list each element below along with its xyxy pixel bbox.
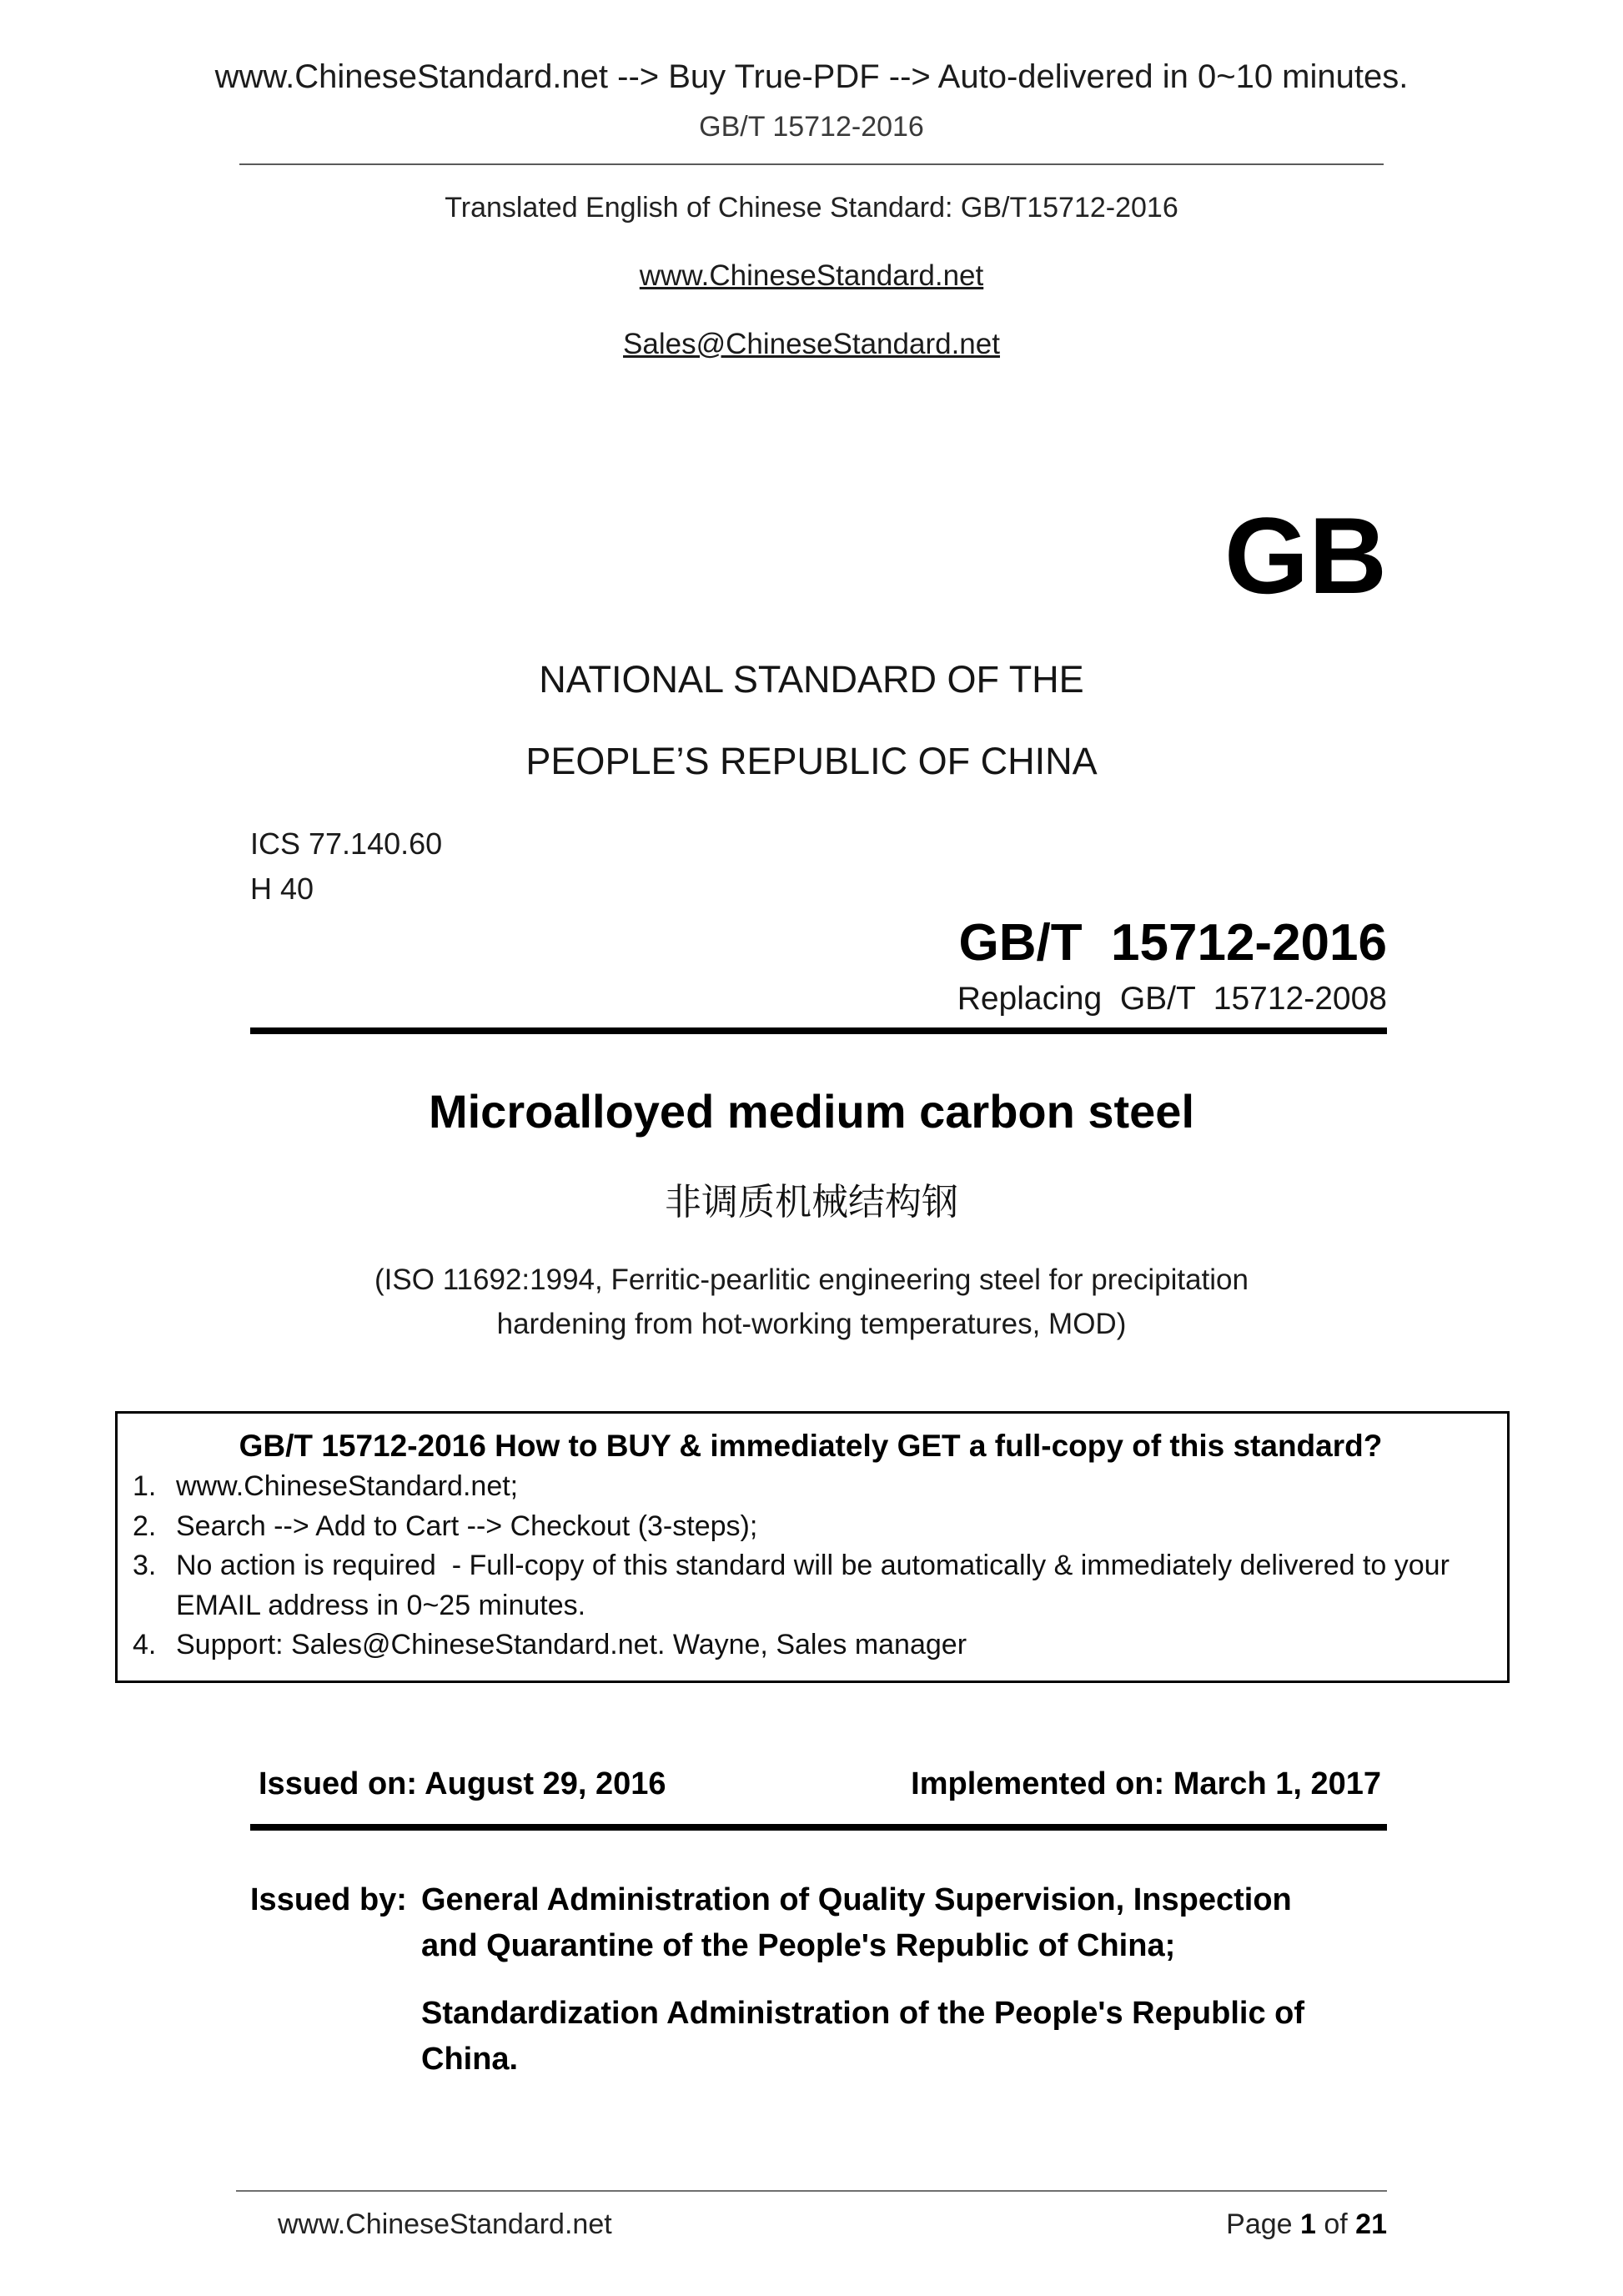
page-header [0, 0, 1623, 361]
list-item-text: Support: Sales@ChineseStandard.net. Wayne, Sales manager [176, 1629, 967, 1661]
list-item [133, 1507, 1489, 1547]
masthead-rule [250, 1027, 1387, 1034]
iso-equivalence-note [0, 1259, 1623, 1346]
page-word: Page [1226, 2208, 1300, 2240]
translated-standard-line: Translated English of Chinese Standard: GB/T15712-2016 [445, 192, 1178, 224]
site-link-row [0, 259, 1623, 293]
purchase-box-heading: GB/T 15712-2016 How to BUY & immediately GET a full-copy of this standard? [239, 1429, 1383, 1463]
class-code: H 40 [250, 872, 314, 906]
header-divider [239, 163, 1384, 165]
list-item [133, 1625, 1489, 1665]
implemented-on-date: Implemented on: March 1, 2017 [911, 1766, 1381, 1801]
page-indicator [1226, 2208, 1387, 2241]
site-link[interactable]: www.ChineseStandard.net [639, 259, 984, 292]
issuer1-line1: General Administration of Quality Supervision, Inspection [421, 1882, 1292, 1917]
page-footer [236, 2190, 1387, 2241]
issued-by-block [250, 1877, 1387, 2082]
purchase-info-box [115, 1411, 1510, 1683]
issue-rule [250, 1824, 1387, 1831]
list-item-number: 4. [133, 1629, 157, 1661]
list-item [133, 1467, 1489, 1507]
standard-title-en: Microalloyed medium carbon steel [428, 1085, 1195, 1138]
national-standard-line2: PEOPLE’S REPUBLIC OF CHINA [525, 740, 1098, 782]
page-total: 21 [1355, 2208, 1387, 2240]
replacing-note: Replacing GB/T 15712-2008 [957, 981, 1387, 1017]
email-link-row [0, 328, 1623, 361]
list-item-number: 3. [133, 1550, 157, 1582]
national-standard-line1: NATIONAL STANDARD OF THE [539, 658, 1084, 701]
issuer2-line1: Standardization Administration of the People's Republic of [421, 1996, 1305, 2032]
issued-by-label: Issued by: [250, 1882, 407, 1917]
iso-note-line2: hardening from hot-working temperatures, MOD) [496, 1307, 1127, 1340]
standard-number: GB/T 15712-2016 [958, 914, 1387, 972]
footer-site-link[interactable]: www.ChineseStandard.net [278, 2208, 612, 2240]
ics-code: ICS 77.140.60 [250, 826, 443, 861]
email-link[interactable]: Sales@ChineseStandard.net [623, 328, 1000, 360]
footer-divider [236, 2190, 1387, 2192]
issued-on-date: Issued on: August 29, 2016 [259, 1766, 666, 1801]
page-number: 1 [1300, 2208, 1316, 2240]
of-word: of [1315, 2208, 1356, 2240]
header-doc-code: GB/T 15712-2016 [699, 111, 924, 143]
standard-title-zh: 非调质机械结构钢 [665, 1181, 958, 1223]
iso-note-line1: (ISO 11692:1994, Ferritic-pearlitic engineering steel for precipitation [374, 1264, 1249, 1296]
issuers [421, 1877, 1304, 2082]
issuer2-line2: China. [421, 2042, 519, 2077]
list-item [133, 1546, 1489, 1625]
header-tagline: www.ChineseStandard.net --> Buy True-PDF --> Auto-delivered in 0~10 minutes. [214, 58, 1409, 95]
issue-dates-row [259, 1766, 1381, 1802]
ics-block [250, 821, 1387, 912]
list-item-number: 1. [133, 1470, 157, 1502]
list-item-text: No action is required - Full-copy of this standard will be automatically & immediately delivered to your EMAIL address in 0~25 minutes. [176, 1550, 1458, 1621]
list-item-text: Search --> Add to Cart --> Checkout (3-steps); [176, 1510, 758, 1542]
list-item-text: www.ChineseStandard.net; [176, 1470, 519, 1502]
footer-row [236, 2208, 1387, 2241]
gb-logo: GB [1224, 495, 1387, 616]
issuer1-line2: and Quarantine of the People's Republic of China; [421, 1928, 1176, 1963]
list-item-number: 2. [133, 1510, 157, 1542]
